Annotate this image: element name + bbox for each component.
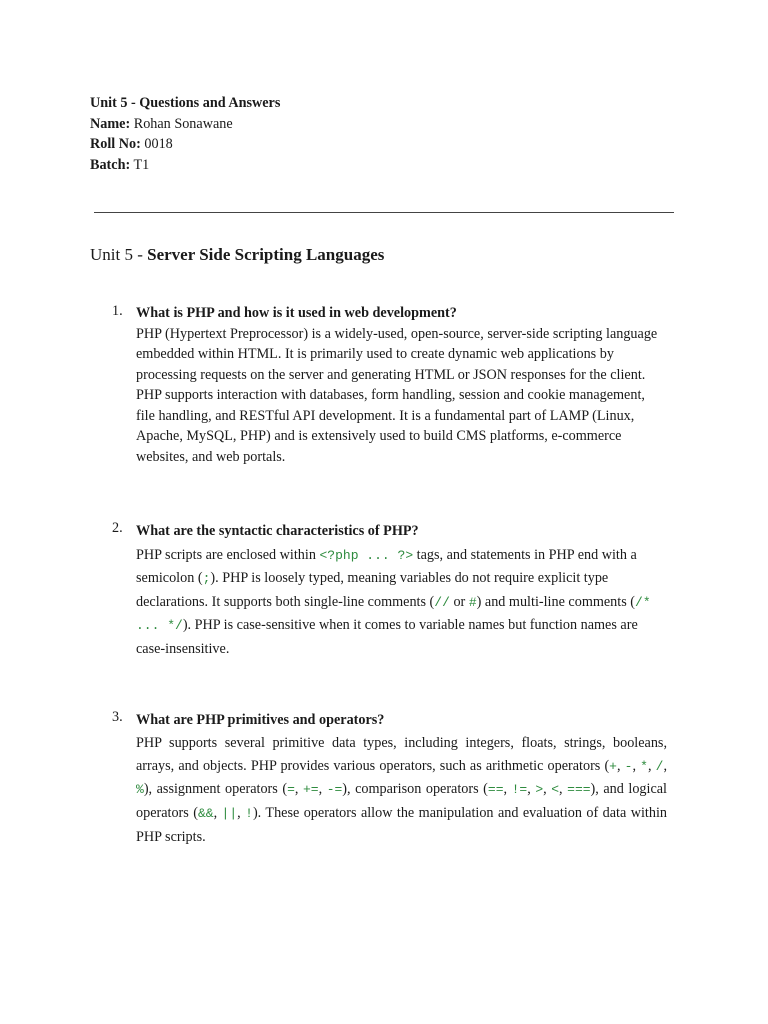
code-operator: -	[624, 758, 633, 774]
name-row	[90, 114, 280, 135]
code-operator: &&	[197, 806, 214, 822]
answer-text	[136, 732, 667, 849]
question-number: 2.	[112, 520, 123, 536]
answer-segment: ,	[647, 757, 656, 774]
code-operator: +	[609, 758, 617, 774]
answer-segment: ), assignment operators (	[143, 781, 288, 798]
answer-segment: ), comparison operators (	[342, 781, 488, 798]
answer-segment: ,	[543, 781, 552, 798]
answer-segment: ) and multi-line comments (	[476, 593, 636, 610]
unit-title: Server Side Scripting Languages	[147, 245, 385, 264]
name-value: Rohan Sonawane	[130, 115, 233, 132]
answer-segment: ). PHP is case-sensitive when it comes to variable names but function names are case-insensitive.	[136, 617, 638, 657]
batch-row	[90, 155, 280, 176]
answer-segment: ). PHP is loosely typed, meaning variables do not require explicit type declarations. It supports both single-line comments (	[136, 570, 609, 610]
name-label: Name:	[90, 115, 131, 132]
code-operator: =	[287, 782, 295, 798]
answer-segment: ), and logical operators (	[136, 781, 668, 822]
horizontal-divider	[94, 212, 674, 213]
unit-prefix: Unit 5 -	[90, 245, 148, 264]
code-operator: ||	[221, 806, 238, 822]
answer-text: PHP (Hypertext Preprocessor) is a widely-used, open-source, server-side scripting language embedded within HTML. It is primarily used to create dynamic web applications by processing requests on the server and generating HTML or JSON responses for the client. PHP supports interaction with databases, form handling, session and cookie management, file handling, and RESTful API development. It is a fundamental part of LAMP (Linux, Apache, MySQL, PHP) and is extensively used to build CMS platforms, e-commerce websites, and web portals.	[136, 325, 658, 465]
code-hash-comment: #	[468, 594, 477, 610]
batch-value: T1	[130, 156, 150, 173]
answer-segment: PHP supports several primitive data types, including integers, floats, strings, booleans, arrays, and objects. PHP provides various operators, such as arithmetic operators (	[136, 734, 667, 774]
roll-label: Roll No:	[90, 136, 141, 152]
code-operator: -=	[326, 782, 343, 798]
answer-segment: ,	[663, 757, 668, 774]
roll-row	[90, 134, 280, 155]
answer-segment: ,	[503, 781, 512, 798]
answer-segment: ,	[294, 781, 303, 798]
code-semicolon: ;	[202, 571, 211, 587]
answer-segment: ,	[237, 805, 246, 822]
question-title: What is PHP and how is it used in web development?	[136, 305, 457, 321]
code-operator: %	[136, 782, 144, 798]
question-number: 3.	[112, 709, 123, 725]
code-operator: *	[640, 758, 648, 774]
code-operator: +=	[302, 782, 319, 798]
code-line-comment: //	[434, 594, 450, 610]
question-title: What are the syntactic characteristics of PHP?	[136, 523, 419, 539]
code-operator: !	[245, 806, 253, 822]
answer-segment: PHP scripts are enclosed within	[136, 546, 320, 563]
document-title: Unit 5 - Questions and Answers	[90, 95, 281, 111]
question-body	[136, 709, 667, 849]
question-number: 1.	[112, 303, 123, 319]
code-php-tags: <?php ... ?>	[319, 547, 414, 563]
code-operator: !=	[511, 782, 528, 798]
code-block-comment: /* ... */	[136, 594, 651, 634]
answer-segment: ,	[616, 757, 625, 774]
answer-segment: ,	[632, 757, 641, 774]
header-title-row	[90, 93, 280, 114]
answer-segment: ,	[213, 805, 222, 822]
code-operator: <	[551, 782, 560, 798]
code-operator: /	[655, 758, 664, 774]
document-header	[90, 93, 280, 175]
answer-segment: ). These operators allow the manipulation and evaluation of data within PHP scripts.	[136, 805, 667, 845]
code-operator: ===	[567, 782, 591, 798]
answer-segment: or	[449, 593, 469, 610]
question-title: What are PHP primitives and operators?	[136, 712, 385, 728]
code-operator: >	[535, 782, 544, 798]
code-operator: ==	[487, 782, 504, 798]
unit-heading	[90, 244, 384, 266]
question-body	[136, 303, 667, 467]
answer-segment: ,	[318, 781, 327, 798]
answer-segment: ,	[559, 781, 568, 798]
roll-value: 0018	[140, 136, 173, 152]
question-body	[136, 520, 667, 662]
answer-segment: tags, and statements in PHP end with a semicolon (	[136, 546, 637, 587]
answer-text	[136, 547, 651, 657]
batch-label: Batch:	[90, 156, 131, 173]
answer-segment: ,	[527, 781, 536, 798]
